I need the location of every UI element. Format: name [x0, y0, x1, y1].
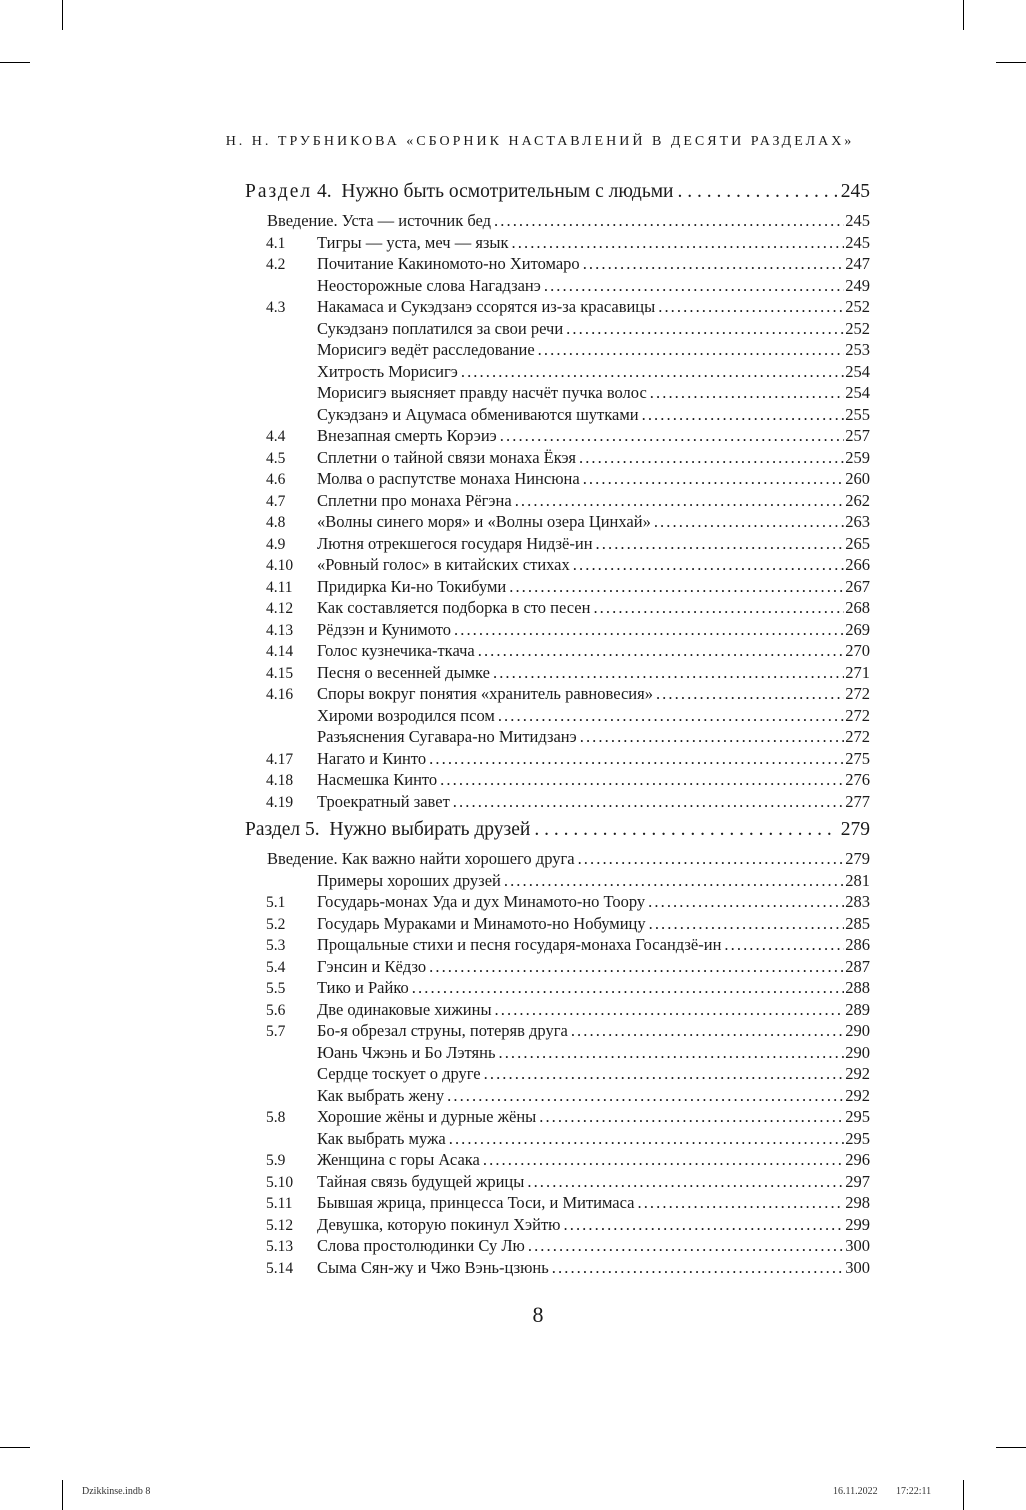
dot-leader: [429, 956, 844, 978]
entry-number: 4.2: [266, 256, 286, 273]
entry-title: Хитрость Морисигэ: [317, 361, 458, 381]
dot-leader: [454, 619, 844, 641]
page-number: 8: [532, 1302, 544, 1327]
dot-leader: [483, 1149, 844, 1171]
entry-title: Неосторожные слова Нагадзанэ: [317, 275, 541, 295]
dot-leader: [573, 554, 844, 576]
running-head: Н. Н. ТРУБНИКОВА «СБОРНИК НАСТАВЛЕНИЙ В ДЕСЯТИ РАЗДЕЛАХ»: [225, 134, 855, 149]
dot-leader: [580, 726, 845, 748]
entry-page: 298: [845, 1193, 870, 1212]
toc-entry[interactable]: [245, 232, 870, 254]
entry-page: 272: [845, 727, 870, 746]
section-number: 5.: [305, 819, 320, 840]
toc-entry[interactable]: [245, 404, 870, 426]
section-label: [245, 815, 530, 845]
dot-leader: [449, 1128, 845, 1150]
entry-number: 5.2: [266, 915, 286, 933]
entry-title: Тико и Райко: [317, 978, 409, 997]
entry-title: Бывшая жрица, принцесса Тоси, и Митимаса: [317, 1193, 635, 1212]
toc-entry[interactable]: [245, 726, 870, 748]
entry-page: 252: [845, 318, 870, 338]
dot-leader: [658, 296, 844, 318]
entry-page: 255: [845, 404, 870, 424]
entry-page: 272: [845, 684, 870, 703]
slug-date: 16.11.2022: [833, 1486, 878, 1497]
entry-number: 5.13: [266, 1238, 294, 1255]
entry-number: 4.16: [266, 686, 294, 703]
toc-entry[interactable]: [245, 619, 870, 641]
crop-mark-right-bottom: [996, 1447, 1026, 1448]
entry-page: 292: [845, 1085, 870, 1105]
dot-leader: [447, 1085, 844, 1107]
toc-entry[interactable]: [245, 468, 870, 490]
crop-mark-right-top: [996, 62, 1026, 63]
toc-entry[interactable]: [245, 339, 870, 361]
crop-mark-bottom-right: [963, 1480, 964, 1510]
section-word: Раздел: [245, 181, 313, 202]
entry-number: 5.9: [266, 1152, 286, 1169]
section-5-entries: [245, 848, 870, 1278]
dot-leader: [461, 361, 844, 383]
entry-title: Внезапная смерть Корэиэ: [317, 426, 497, 445]
entry-title: Хироми возродился псом: [317, 705, 495, 725]
entry-number: 4.1: [266, 234, 286, 252]
entry-title: Сукэдзанэ и Ацумаса обмениваются шутками: [317, 404, 639, 424]
toc-entry[interactable]: [245, 361, 870, 383]
entry-number: 5.11: [266, 1195, 293, 1212]
crop-mark-top-right: [963, 0, 964, 30]
toc-entry[interactable]: [245, 999, 870, 1021]
entry-title: «Ровный голос» в китайских стихах: [317, 555, 570, 574]
entry-title: Споры вокруг понятия «хранитель равновесия»: [317, 684, 653, 703]
entry-page: 269: [845, 619, 870, 639]
entry-number: 4.11: [266, 578, 293, 596]
entry-page: 252: [845, 297, 870, 316]
entry-page: 271: [845, 662, 870, 682]
entry-page: 276: [845, 770, 870, 789]
entry-number: 5.3: [266, 937, 286, 954]
dot-leader: [564, 1214, 845, 1236]
dot-leader: [494, 210, 844, 232]
entry-title: Голос кузнечика-ткача: [317, 641, 475, 660]
toc-entry[interactable]: [245, 1171, 870, 1193]
dot-leader: [515, 490, 845, 512]
toc-entry[interactable]: [245, 511, 870, 533]
toc-entry[interactable]: [245, 597, 870, 619]
dot-leader: [656, 683, 844, 705]
section-title: Нужно выбирать друзей: [329, 819, 531, 840]
entry-number: 4.6: [266, 471, 286, 488]
entry-page: 300: [845, 1236, 870, 1255]
entry-page: 290: [845, 1021, 870, 1040]
entry-page: 260: [845, 469, 870, 488]
entry-page: 299: [845, 1214, 870, 1234]
entry-number: 5.5: [266, 980, 286, 997]
entry-title: Накамаса и Сукэдзанэ ссорятся из-за красавицы: [317, 297, 656, 316]
entry-page: 288: [845, 978, 870, 997]
entry-title: Введение. Уста — источник бед: [267, 211, 492, 230]
dot-leader: [650, 382, 844, 404]
entry-page: 285: [845, 913, 870, 933]
entry-number: 4.15: [266, 664, 294, 682]
entry-number: 4.19: [266, 793, 294, 811]
entry-page: 249: [845, 275, 870, 295]
toc-entry[interactable]: [245, 1020, 870, 1042]
dot-leader: [637, 1192, 844, 1214]
toc-entry[interactable]: [245, 977, 870, 999]
entry-title: Сплетни о тайной связи монаха Ёкэя: [317, 447, 576, 467]
crop-mark-left-bottom: [0, 1447, 30, 1448]
entry-title: Две одинаковые хижины: [317, 999, 492, 1019]
toc-entry[interactable]: [245, 253, 870, 275]
entry-page: 277: [845, 791, 870, 811]
entry-number: 4.12: [266, 600, 294, 617]
entry-title: «Волны синего моря» и «Волны озера Цинхай»: [317, 512, 651, 531]
dot-leader: [504, 870, 844, 892]
entry-number: 5.10: [266, 1173, 294, 1191]
entry-number: 5.14: [266, 1259, 294, 1277]
entry-page: 262: [845, 490, 870, 510]
entry-number: 5.4: [266, 958, 286, 976]
toc-entry[interactable]: [245, 210, 870, 232]
entry-title: Хорошие жёны и дурные жёны: [317, 1107, 537, 1126]
dot-leader: [429, 748, 844, 770]
toc-entry[interactable]: [245, 662, 870, 684]
entry-page: 270: [845, 641, 870, 660]
entry-number: 4.10: [266, 557, 294, 574]
entry-page: 292: [845, 1064, 870, 1083]
entry-title: Морисигэ ведёт расследование: [317, 340, 535, 359]
entry-page: 267: [845, 576, 870, 596]
entry-page: 289: [845, 999, 870, 1019]
toc-entry[interactable]: [245, 913, 870, 935]
toc-entry[interactable]: [245, 1128, 870, 1150]
dot-leader: [440, 769, 844, 791]
entry-page: 297: [845, 1171, 870, 1191]
toc-entry[interactable]: [245, 705, 870, 727]
entry-page: 268: [845, 598, 870, 617]
toc-entry[interactable]: [245, 769, 870, 791]
entry-title: Сердце тоскует о друге: [317, 1064, 481, 1083]
dot-leader: [678, 177, 837, 207]
entry-page: 263: [845, 512, 870, 531]
toc-entry[interactable]: [245, 683, 870, 705]
toc-entry[interactable]: [245, 425, 870, 447]
section-heading[interactable]: [245, 177, 870, 207]
crop-mark-bottom-left: [62, 1480, 63, 1510]
dot-leader: [724, 934, 844, 956]
entry-title: Гэнсин и Кёдзо: [317, 956, 427, 976]
entry-number: 4.17: [266, 750, 294, 768]
entry-number: 5.1: [266, 894, 286, 911]
entry-title: Слова простолюдинки Су Лю: [317, 1236, 525, 1255]
toc-entry[interactable]: [245, 490, 870, 512]
entry-page: 300: [845, 1257, 870, 1277]
dot-leader: [453, 791, 844, 813]
dot-leader: [512, 232, 845, 254]
entry-title: Тигры — уста, меч — язык: [317, 232, 509, 252]
dot-leader: [498, 705, 844, 727]
entry-title: Нагато и Кинто: [317, 748, 427, 768]
section-label: [245, 177, 674, 207]
entry-title: Введение. Как важно найти хорошего друга: [267, 849, 575, 868]
section-4-entries: [245, 210, 870, 812]
entry-title: Женщина с горы Асака: [317, 1150, 480, 1169]
entry-number: 4.4: [266, 428, 286, 445]
dot-leader: [500, 425, 844, 447]
entry-page: 272: [845, 705, 870, 725]
dot-leader: [484, 1063, 845, 1085]
dot-leader: [528, 1235, 844, 1257]
dot-leader: [578, 848, 845, 870]
section-number: 4.: [317, 181, 332, 202]
dot-leader: [648, 891, 844, 913]
dot-leader: [654, 511, 844, 533]
dot-leader: [593, 597, 844, 619]
dot-leader: [538, 339, 845, 361]
entry-number: 5.7: [266, 1023, 286, 1040]
entry-page: 286: [845, 935, 870, 954]
dot-leader: [583, 253, 845, 275]
entry-page: 259: [845, 447, 870, 467]
dot-leader: [539, 1106, 844, 1128]
entry-page: 287: [845, 956, 870, 976]
entry-page: 245: [845, 211, 870, 230]
entry-title: Примеры хороших друзей: [317, 870, 501, 890]
toc-entry[interactable]: [245, 848, 870, 870]
toc-entry[interactable]: [245, 1085, 870, 1107]
entry-title: Почитание Какиномото-но Хитомаро: [317, 254, 580, 273]
entry-number: 4.18: [266, 772, 294, 789]
entry-page: 279: [845, 849, 870, 868]
entry-title: Тайная связь будущей жрицы: [317, 1171, 525, 1191]
section-title: Нужно быть осмотрительным с людьми: [341, 181, 674, 202]
toc-entry[interactable]: [245, 533, 870, 555]
slug-file: Dzikkinse.indb 8: [82, 1486, 151, 1497]
entry-number: 4.14: [266, 643, 294, 660]
toc-section-4: [245, 177, 870, 812]
section-word: Раздел: [245, 819, 301, 840]
toc-entry[interactable]: [245, 576, 870, 598]
entry-title: Девушка, которую покинул Хэйтю: [317, 1214, 561, 1234]
entry-number: 5.8: [266, 1109, 286, 1126]
crop-mark-top-left: [62, 0, 63, 30]
entry-number: 4.5: [266, 449, 286, 467]
entry-page: 296: [845, 1150, 870, 1169]
toc-entry[interactable]: [245, 1042, 870, 1064]
entry-number: 4.13: [266, 621, 294, 639]
dot-leader: [552, 1257, 844, 1279]
entry-title: Как составляется подборка в сто песен: [317, 598, 591, 617]
entry-title: Юань Чжэнь и Бо Лэтянь: [317, 1042, 496, 1062]
entry-title: Рёдзэн и Кунимото: [317, 619, 451, 639]
toc-entry[interactable]: [245, 956, 870, 978]
entry-title: Как выбрать жену: [317, 1085, 445, 1105]
dot-leader: [534, 815, 836, 845]
toc-entry[interactable]: [245, 748, 870, 770]
section-page: 245: [840, 181, 870, 202]
entry-title: Песня о весенней дымке: [317, 662, 490, 682]
dot-leader: [509, 576, 844, 598]
toc-entry[interactable]: [245, 1106, 870, 1128]
toc-entry[interactable]: [245, 1235, 870, 1257]
dot-leader: [412, 977, 844, 999]
toc-entry[interactable]: [245, 382, 870, 404]
entry-title: Как выбрать мужа: [317, 1128, 446, 1148]
entry-page: 275: [845, 748, 870, 768]
section-page: 279: [840, 819, 870, 840]
dot-leader: [478, 640, 845, 662]
toc-entry[interactable]: [245, 934, 870, 956]
entry-number: 5.12: [266, 1216, 294, 1234]
dot-leader: [495, 999, 845, 1021]
entry-page: 254: [845, 361, 870, 381]
entry-number: 5.6: [266, 1001, 286, 1019]
toc-entry[interactable]: [245, 554, 870, 576]
toc-entry[interactable]: [245, 318, 870, 340]
dot-leader: [493, 662, 844, 684]
entry-title: Прощальные стихи и песня государя-монаха Госандзё-ин: [317, 935, 722, 954]
entry-page: 247: [845, 254, 870, 273]
toc-entry[interactable]: [245, 870, 870, 892]
entry-page: 290: [845, 1042, 870, 1062]
section-heading[interactable]: [245, 815, 870, 845]
entry-title: Сукэдзанэ поплатился за свои речи: [317, 318, 564, 338]
dot-leader: [642, 404, 845, 426]
entry-title: Молва о распутстве монаха Нинсюна: [317, 469, 580, 488]
entry-title: Сыма Сян-жу и Чжо Вэнь-цзюнь: [317, 1257, 549, 1277]
dot-leader: [566, 318, 844, 340]
toc-entry[interactable]: [245, 891, 870, 913]
entry-page: 254: [845, 383, 870, 402]
entry-title: Бо-я обрезал струны, потеряв друга: [317, 1021, 568, 1040]
entry-page: 266: [845, 555, 870, 574]
entry-page: 281: [845, 870, 870, 890]
toc-entry[interactable]: [245, 1214, 870, 1236]
dot-leader: [498, 1042, 844, 1064]
toc-entry[interactable]: [245, 275, 870, 297]
entry-title: Государь Мураками и Минамото-но Нобумицу: [317, 913, 646, 933]
entry-number: 4.7: [266, 492, 286, 510]
entry-page: 295: [845, 1128, 870, 1148]
dot-leader: [571, 1020, 844, 1042]
dot-leader: [583, 468, 845, 490]
dot-leader: [596, 533, 845, 555]
toc-entry[interactable]: [245, 791, 870, 813]
toc-entry[interactable]: [245, 1063, 870, 1085]
entry-number: 4.3: [266, 299, 286, 316]
entry-page: 245: [845, 232, 870, 252]
entry-page: 283: [845, 892, 870, 911]
entry-title: Троекратный завет: [317, 791, 450, 811]
entry-title: Насмешка Кинто: [317, 770, 438, 789]
toc-entry[interactable]: [245, 1257, 870, 1279]
toc-entry[interactable]: [245, 1149, 870, 1171]
dot-leader: [544, 275, 844, 297]
toc-entry[interactable]: [245, 1192, 870, 1214]
toc-entry[interactable]: [245, 640, 870, 662]
entry-page: 257: [845, 426, 870, 445]
entry-page: 295: [845, 1107, 870, 1126]
entry-title: Сплетни про монаха Рёгэна: [317, 490, 512, 510]
entry-page: 253: [845, 340, 870, 359]
toc-section-5: [245, 815, 870, 1278]
dot-leader: [527, 1171, 844, 1193]
entry-number: 4.8: [266, 514, 286, 531]
entry-number: 4.9: [266, 535, 286, 553]
dot-leader: [579, 447, 844, 469]
entry-page: 265: [845, 533, 870, 553]
dot-leader: [649, 913, 845, 935]
entry-title: Морисигэ выясняет правду насчёт пучка волос: [317, 383, 647, 402]
entry-title: Разъяснения Сугавара-но Митидзанэ: [317, 727, 577, 746]
toc-entry[interactable]: [245, 296, 870, 318]
crop-mark-left-top: [0, 62, 30, 63]
toc-entry[interactable]: [245, 447, 870, 469]
entry-title: Лютня отрекшегося государя Нидзё-ин: [317, 533, 593, 553]
entry-title: Придирка Ки-но Токибуми: [317, 576, 507, 596]
slug-time: 17:22:11: [896, 1486, 932, 1497]
entry-title: Государь-монах Уда и дух Минамото-но Тоору: [317, 892, 646, 911]
